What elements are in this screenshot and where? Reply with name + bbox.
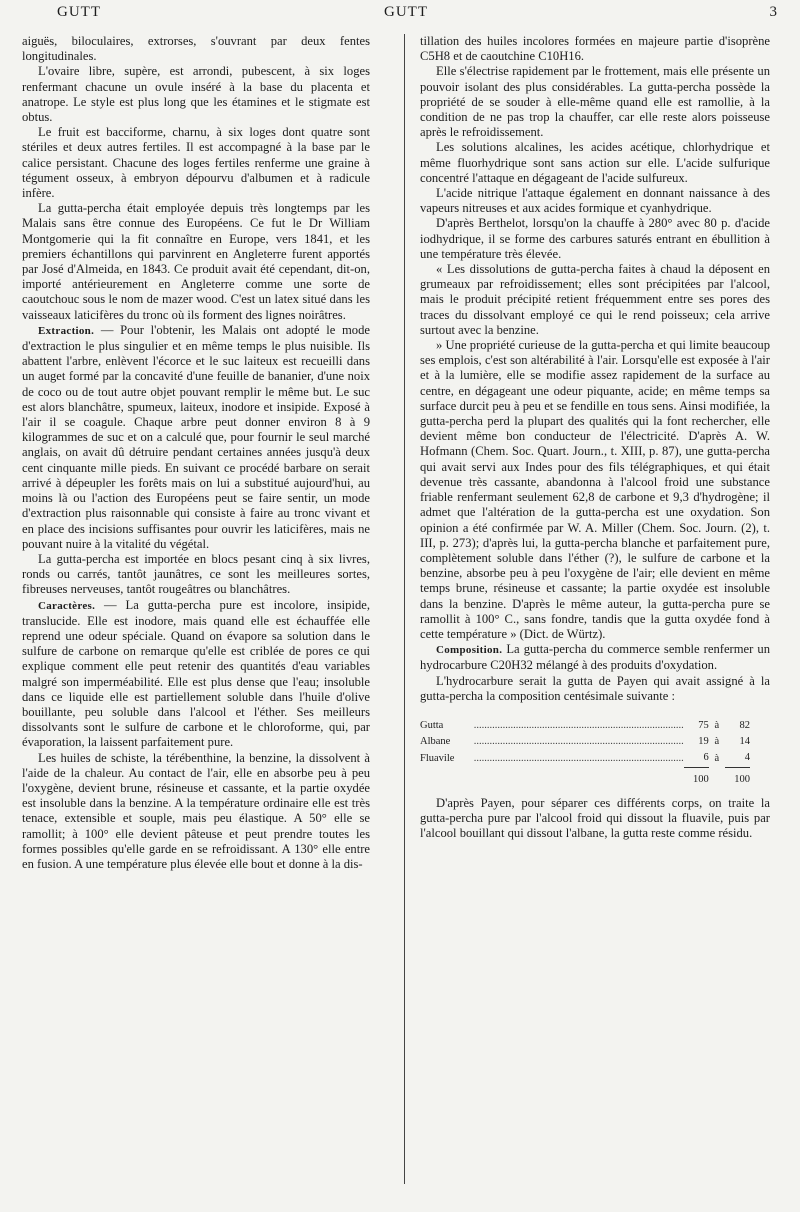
- value-max: 4: [744, 752, 750, 764]
- section-label: Composition.: [436, 644, 503, 657]
- leader-dots: ................................................................................: [473, 719, 684, 731]
- right-paragraph: [420, 674, 770, 704]
- left-paragraph: [22, 598, 370, 751]
- paragraph-text: L'ovaire libre, supère, est arrondi, pubescent, à six loges renfermant chacune un ovule inséré à la base du placenta et anatrope. Le style est plus long que les étamines et le stigmate est obtus.: [22, 64, 370, 125]
- right-paragraph: [420, 140, 770, 186]
- composition-row: [420, 750, 750, 767]
- paragraph-text: La gutta-percha était employée depuis très longtemps par les Malais sans être connue des Européens. Ce fut le Dr William Montgomerie qui la fit connaître en Europe, vers 1841, et les premiers échantillons qui parvinrent en Angleterre furent apportés par José d'Almeida, en 1843. Ce produit avait été cependant, dit-on, importé antérieurement en Angleterre comme une sorte de caoutchouc sous le nom de mazer wood. C'est un latex situé dans les vaisseaux laticifères du tronc où ils forment des lignes noirâtres.: [22, 201, 370, 322]
- section-label: Caractères.: [38, 599, 96, 612]
- value-max: 14: [739, 736, 750, 748]
- paragraph-text: La gutta-percha du commerce semble renfermer un hydrocarbure C20H32 mélangé à des produits d'oxydation.: [420, 642, 770, 673]
- running-header: [22, 4, 778, 28]
- composition-total-row: [420, 767, 750, 788]
- right-paragraph: [420, 64, 770, 140]
- value-min: 75: [698, 719, 709, 731]
- composition-row: [420, 718, 750, 734]
- paragraph-text: Les huiles de schiste, la térébenthine, la benzine, la dissolvent à l'aide de la chaleur. Au contact de l'air, elle en absorbe peu à peu l'oxygène, devient brune, résineuse et cassante, et la partie oxydée est insoluble dans la benzine. A la température ordinaire elle est très tenace, extensible et souple, mais peu élastique. A 50° elle se ramollit; à 100° elle devient pâteuse et peut prendre toutes les formes possibles qu'elle garde en se refroidissant. A 130° elle entre en fusion. A une température plus élevée elle bout et donne à la dis-: [22, 750, 370, 871]
- value-min: 19: [698, 736, 709, 748]
- right-paragraph: [420, 262, 770, 338]
- paragraph-text: Elle s'électrise rapidement par le frottement, mais elle présente un pouvoir isolant des plus considérables. La gutta-percha possède la propriété de se souder à elle-même quand elle est ramollie, à la condition de ne pas trop la chauffer, car elle reste alors poisseuse après le refroidissement.: [420, 64, 770, 140]
- paragraph-text: aiguës, biloculaires, extrorses, s'ouvrant par deux fentes longitudinales.: [22, 34, 370, 64]
- paragraph-text: tillation des huiles incolores formées en majeure partie d'isoprène C5H8 et de caoutchine C10H16.: [420, 34, 770, 64]
- paragraph-text: Le fruit est bacciforme, charnu, à six loges dont quatre sont stériles et deux autres fertiles. Il est accompagné à la base par le calice persistant. Chacune des loges fertiles renferme une graine à tégument osseux, à embryon dépourvu d'albumen et à radicule infère.: [22, 125, 370, 201]
- range-word: à: [714, 752, 720, 764]
- left-paragraph: [22, 323, 370, 552]
- left-column: [22, 34, 370, 872]
- component-name: Albane: [420, 736, 451, 748]
- range-word: à: [714, 736, 720, 748]
- paragraph-text: Les solutions alcalines, les acides acétique, chlorhydrique et même fluorhydrique sont sans action sur elle. L'acide sulfurique concentré l'attaque en dégageant de l'acide sulfureux.: [420, 140, 770, 185]
- section-label: Extraction.: [38, 324, 95, 337]
- total-min: 100: [684, 767, 709, 788]
- range-word: à: [714, 719, 720, 731]
- leader-dots: ................................................................................: [473, 736, 684, 748]
- paragraph-text: D'après Berthelot, lorsqu'on la chauffe à 280° avec 80 p. d'acide iodhydrique, il se forme des carbures saturés entrant en ébullition à une température très élevée.: [420, 216, 770, 261]
- paragraph-text: L'hydrocarbure serait la gutta de Payen qui avait assigné à la gutta-percha la composition centésimale suivante :: [420, 673, 770, 703]
- left-paragraph: [22, 201, 370, 323]
- left-paragraph: [22, 751, 370, 873]
- right-paragraph: [420, 186, 770, 216]
- composition-row: [420, 734, 750, 750]
- value-min: 6: [703, 752, 709, 764]
- right-paragraph: [420, 338, 770, 642]
- header-center-title: GUTT: [384, 4, 428, 20]
- paragraph-text: L'acide nitrique l'attaque également en donnant naissance à des vapeurs nitreuses et aux acides formique et cyanhydrique.: [420, 186, 770, 216]
- left-paragraph: [22, 552, 370, 598]
- right-paragraph: [420, 642, 770, 673]
- composition-table: [420, 718, 750, 788]
- page-number: 3: [769, 4, 778, 20]
- header-left-title: GUTT: [57, 4, 101, 20]
- right-paragraph: [420, 34, 770, 64]
- paragraph-text: « Les dissolutions de gutta-percha faites à chaud la déposent en grumeaux par refroidissement; elles sont précipitées par l'alcool, mais le produit précipité retient fréquemment entre ses pores des traces du dissolvant employé ce qui le rend poisseux; cela arrive surtout avec la benzine.: [420, 262, 770, 337]
- left-paragraph: [22, 125, 370, 201]
- total-max: 100: [725, 767, 750, 788]
- component-name: Gutta: [420, 719, 444, 731]
- value-max: 82: [739, 719, 750, 731]
- paragraph-text: — La gutta-percha pure est incolore, insipide, translucide. Elle est inodore, mais quand elle est échauffée elle reprend une odeur spéciale. Quand on évapore sa solution dans le sulfure de carbone on remarque qu'elle est criblée de pores ce qui explique comment elle peut retenir des quantités d'eau variables malgré son imperméabilité. Elle est plus dense que l'eau; insoluble dans ce liquide elle est partiellement soluble dans l'huile d'olive bouillante, peu soluble dans l'alcool et l'éther. Ses meilleurs dissolvants sont le sulfure de carbone et le chloroforme, qui, par évaporation, la laissent parfaitement pure.: [22, 597, 370, 750]
- right-column: [420, 34, 770, 841]
- paragraph-text: » Une propriété curieuse de la gutta-percha et qui limite beaucoup ses emplois, c'est son altérabilité à l'air. Lorsqu'elle est exposée à l'air et à la lumière, elle se modifie assez rapidement de la surface au centre, en dégageant une odeur piquante, acide; en même temps sa surface durcit peu à peu et se fendille en tous sens. Ainsi modifiée, la gutta-percha perd la plupart des qualités qui la font rechercher, elle devient même bon conducteur de l'électricité. D'après A. W. Hofmann (Chem. Soc. Quart. Journ., t. XIII, p. 87), une gutta-percha qui avait servi aux Indes pour des fils télégraphiques, et qui était devenue très cassante, abandonna à l'alcool froid une substance friable renfermant seulement 62,8 de carbone et 9,3 d'hydrogène; il admet que l'altération de la gutta-percha est une oxydation. Son opinion a été confirmée par W. A. Miller (Chem. Soc. Journ. (2), t. III, p. 273); d'après lui, la gutta-percha blanche et parfaitement pure, complètement soluble dans l'éther (?), le sulfure de carbone et la benzine, absorbe peu à peu l'oxygène de l'air; elle devient en même temps brune, résineuse et cassante; la partie oxydée est insoluble dans la benzine. D'après le même auteur, la gutta-percha pure se ramollit à 100° C., sans fondre, tandis que la gutta oxydée fond à cette température » (Dict. de Würtz).: [420, 338, 770, 641]
- final-paragraph: D'après Payen, pour séparer ces différents corps, on traite la gutta-percha pure par l'alcool froid qui dissout la fluavile, puis par l'alcool bouillant qui dissout l'albane, la gutta reste comme résidu.: [420, 795, 770, 841]
- component-name: Fluavile: [420, 752, 455, 764]
- leader-dots: ................................................................................: [473, 752, 684, 764]
- left-paragraph: [22, 34, 370, 64]
- right-paragraph: [420, 216, 770, 262]
- paragraph-text: La gutta-percha est importée en blocs pesant cinq à six livres, ronds ou carrés, tantôt jaunâtres, ce sont les meilleures sortes, fibreuses nerveuses, tantôt rougeâtres ou blanchâtres.: [22, 551, 370, 597]
- paragraph-text: — Pour l'obtenir, les Malais ont adopté le mode d'extraction le plus singulier et en même temps le plus nuisible. Ils abattent l'arbre, enlèvent l'écorce et le suc laiteux est recueilli dans un auget formé par la concavité d'une feuille de bananier, d'une noix de coco ou de tout autre objet pouvant remplir le même but. Le suc est alors blanchâtre, spumeux, laiteux, inodore et insipide. Exposé à l'air il se coagule. Chaque arbre peut donner environ 8 à 9 kilogrammes de suc et on a calculé que, pour fournir le seul marché anglais, on avait dû détruire pendant certaines années jusqu'à deux cent cinquante mille pieds. En suivant ce procédé barbare on serait arrivé à dépeupler les forêts mais on lui a substitué aujourd'hui, au moins là ou l'action des Européens peut se faire sentir, un mode d'extraction plus raisonnable qui consiste à faire au tronc vivant et en place des incisions suffisantes pour ouvrir les laticifères, mais ne pouvant nuire à la vitalité du végétal.: [22, 322, 370, 551]
- column-divider: [404, 34, 405, 1184]
- left-paragraph: [22, 64, 370, 125]
